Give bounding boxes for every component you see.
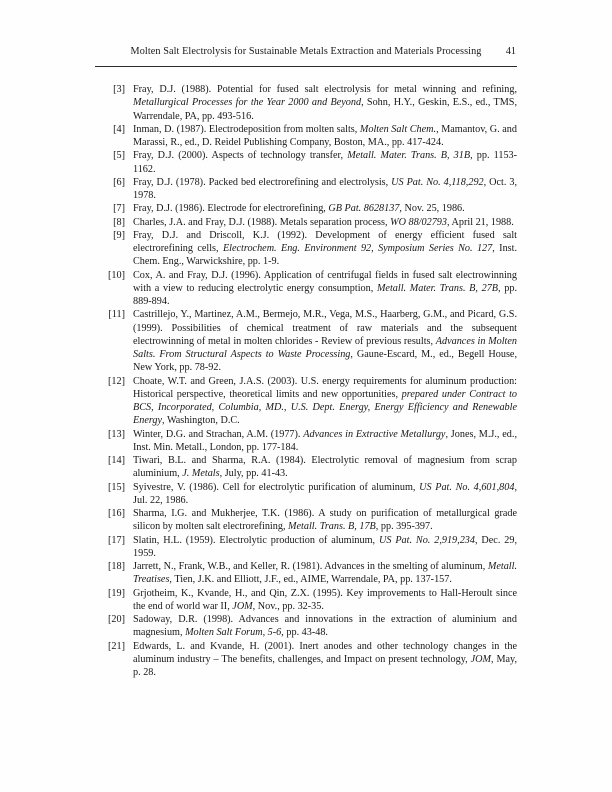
reference-segment: , Washington, D.C.	[162, 415, 240, 427]
reference-segment: , Tien, J.K. and Elliott, J.F., ed., AIME, Warrendale, PA, pp. 137-157.	[169, 574, 452, 586]
reference-segment-italic: Advances in Molten Salts. From Structural Aspects to Waste Processing	[133, 335, 517, 360]
reference-text	[133, 124, 517, 148]
reference-segment-italic: US Pat. No. 2,919,234	[378, 534, 475, 546]
reference-number: [16]	[108, 508, 125, 519]
reference-segment: Fray, D.J. (1986). Electrode for electrorefining,	[133, 203, 329, 215]
reference-segment-italic: Metallurgical Processes for the Year 2000 and Beyond	[133, 97, 362, 109]
reference-item	[95, 202, 517, 215]
reference-text	[133, 588, 517, 612]
reference-segment: Jarrett, N., Frank, W.B., and Keller, R. (1981). Advances in the smelting of aluminum,	[133, 561, 488, 572]
reference-text	[133, 203, 465, 214]
reference-segment-italic: WO 88/02793	[390, 216, 447, 228]
reference-text	[133, 217, 514, 228]
reference-item	[95, 149, 517, 176]
page-number: 41	[505, 46, 516, 57]
reference-segment-italic: JOM	[470, 653, 491, 665]
reference-segment-italic: Molten Salt Chem.	[359, 123, 437, 135]
reference-segment: Cox, A. and Fray, D.J. (1996). Application of centrifugal fields in fused salt electrowinning with a view to reducing electrolytic energy consumption,	[133, 269, 517, 294]
reference-text	[133, 429, 517, 453]
reference-segment: , pp. 395-397.	[375, 521, 433, 533]
reference-number: [21]	[108, 640, 125, 652]
reference-segment: Fray, D.J. (1988). Potential for fused salt electrolysis for metal winning and refining,	[133, 84, 517, 95]
reference-number: [15]	[108, 481, 125, 493]
reference-item	[95, 534, 517, 561]
reference-segment: , Dec. 29, 1959.	[133, 534, 517, 559]
reference-item	[95, 269, 517, 309]
reference-segment-italic: Metall. Mater. Trans. B, 31B	[347, 150, 471, 162]
reference-segment: , Nov. 25, 1986.	[399, 203, 465, 215]
reference-segment-italic: Metall. Mater. Trans. B, 27B	[376, 282, 499, 294]
reference-number: [10]	[108, 269, 125, 281]
reference-segment: Castrillejo, Y., Martinez, A.M., Bermejo, M.R., Vega, M.S., Haarberg, G.M., and Picard, G.S. (1999). Possibilities of chemical treatment of raw materials and the subsequent electrowinning of metal in molten chlorides - Review of previous results,	[133, 309, 517, 347]
reference-segment-italic: J. Metals	[182, 468, 220, 480]
reference-item	[95, 229, 517, 269]
reference-segment: , pp. 1153-1162.	[133, 150, 518, 175]
reference-number: [13]	[108, 428, 125, 440]
reference-item	[95, 587, 517, 614]
reference-segment: Tiwari, B.L. and Sharma, R.A. (1984). Electrolytic removal of magnesium from scrap aluminium,	[133, 455, 517, 480]
reference-text	[133, 150, 517, 174]
reference-number: [20]	[108, 614, 125, 625]
reference-item	[95, 454, 517, 481]
reference-text	[133, 614, 517, 638]
reference-segment: , Jul. 22, 1986.	[133, 481, 517, 506]
reference-segment: , Sohn, H.Y., Geskin, E.S., ed., TMS, Warrendale, PA, pp. 493-516.	[133, 97, 517, 122]
reference-segment: Edwards, L. and Kvande, H. (2001). Inert anodes and other technology changes in the aluminum industry – The benefits, challenges, and Impact on present technology,	[133, 640, 517, 665]
reference-number: [5]	[113, 150, 125, 162]
reference-number: [7]	[113, 203, 125, 215]
reference-segment-italic: Molten Salt Forum, 5-6	[185, 627, 282, 639]
reference-item	[95, 308, 517, 374]
running-head	[95, 46, 517, 67]
reference-segment: Fray, D.J. (2000). Aspects of technology transfer,	[133, 150, 348, 162]
reference-text	[133, 230, 517, 268]
reference-text	[133, 270, 517, 308]
reference-segment-italic: GB Pat. 8628137	[328, 203, 400, 215]
reference-segment: , Nov., pp. 32-35.	[252, 600, 324, 612]
reference-segment-italic: JOM	[232, 600, 253, 612]
reference-text	[133, 84, 517, 122]
reference-segment-italic: Metall. Trans. B, 17B	[288, 521, 376, 533]
reference-number: [17]	[108, 534, 125, 546]
reference-segment: , April 21, 1988.	[446, 216, 514, 228]
reference-number: [6]	[113, 176, 125, 188]
reference-segment: , Jones, M.J., ed., Inst. Min. Metall., London, pp. 177-184.	[133, 428, 517, 453]
reference-segment: Sadoway, D.R. (1998). Advances and innovations in the extraction of aluminium and magnesium,	[133, 614, 517, 639]
reference-item	[95, 375, 517, 428]
reference-item	[95, 560, 517, 587]
reference-segment: Charles, J.A. and Fray, D.J. (1988). Metals separation process,	[133, 216, 391, 228]
reference-segment: Fray, D.J. and Driscoll, K.J. (1992). Development of energy efficient fused salt electrorefining cells,	[133, 229, 517, 254]
reference-text	[133, 376, 517, 427]
reference-text	[133, 561, 517, 585]
reference-text	[133, 535, 517, 559]
reference-text	[133, 508, 517, 532]
reference-list	[95, 83, 517, 679]
reference-number: [19]	[108, 587, 125, 599]
reference-number: [8]	[113, 216, 125, 228]
reference-item	[95, 481, 517, 508]
reference-number: [11]	[108, 309, 125, 321]
reference-segment-italic: Metall. Treatises	[133, 561, 517, 586]
reference-segment: Winter, D.G. and Strachan, A.M. (1977).	[133, 428, 304, 440]
reference-segment: , Gaune-Escard, M., ed., Begell House, New York, pp. 78-92.	[133, 349, 517, 374]
reference-segment: Sharma, I.G. and Mukherjee, T.K. (1986). A study on purification of metallurgical grade silicon by molten salt electrorefining,	[133, 508, 517, 533]
reference-segment: , Mamantov, G. and Marassi, R., ed., D. Reidel Publishing Company, Boston, MA., pp. 417-424.	[133, 123, 517, 148]
reference-item	[95, 123, 517, 150]
reference-text	[133, 455, 517, 479]
reference-number: [9]	[113, 229, 125, 241]
reference-item	[95, 640, 517, 680]
reference-segment: Syivestre, V. (1986). Cell for electrolytic purification of aluminum,	[133, 481, 420, 493]
reference-segment: Inman, D. (1987). Electrodeposition from molten salts,	[133, 123, 360, 135]
reference-segment: , Oct. 3, 1978.	[133, 176, 518, 201]
reference-segment: , July, pp. 41-43.	[219, 468, 288, 480]
reference-item	[95, 216, 517, 229]
reference-text	[133, 177, 517, 201]
reference-segment: Choate, W.T. and Green, J.A.S. (2003). U.S. energy requirements for aluminum production: Historical perspective, theoretical limits and new opportunities,	[133, 375, 517, 400]
reference-text	[133, 309, 517, 373]
reference-item	[95, 507, 517, 534]
reference-number: [4]	[113, 123, 125, 135]
reference-text	[133, 641, 517, 679]
reference-item	[95, 83, 517, 123]
reference-segment: , pp. 889-894.	[133, 282, 518, 307]
reference-item	[95, 613, 517, 640]
reference-segment-italic: prepared under Contract to BCS, Incorporated, Columbia, MD., U.S. Dept. Energy, Energy Efficiency and Renewable Energy	[133, 388, 518, 427]
reference-segment: Fray, D.J. (1978). Packed bed electrorefining and electrolysis,	[133, 176, 392, 188]
running-head-title: Molten Salt Electrolysis for Sustainable Metals Extraction and Materials Processing	[130, 46, 482, 57]
reference-segment: Slatin, H.L. (1959). Electrolytic production of aluminum,	[133, 534, 379, 546]
reference-segment: Grjotheim, K., Kvande, H., and Qin, Z.X. (1995). Key improvements to Hall-Heroult since the end of world war II,	[133, 587, 517, 612]
reference-segment-italic: US Pat. No. 4,601,804	[419, 481, 515, 493]
reference-segment: , May, p. 28.	[133, 653, 518, 678]
reference-number: [18]	[108, 561, 125, 572]
reference-segment: , Inst. Chem. Eng., Warwickshire, pp. 1-9.	[133, 243, 518, 268]
reference-item	[95, 428, 517, 455]
reference-segment-italic: Electrochem. Eng. Environment 92, Symposium Series No. 127	[222, 243, 493, 254]
reference-item	[95, 176, 517, 203]
reference-segment: , pp. 43-48.	[281, 627, 328, 639]
reference-text	[133, 482, 517, 506]
reference-number: [3]	[113, 84, 125, 95]
reference-segment-italic: Advances in Extractive Metallurgy	[303, 428, 446, 440]
reference-segment-italic: US Pat. No. 4,118,292	[391, 176, 484, 188]
reference-number: [12]	[108, 375, 125, 387]
reference-number: [14]	[108, 455, 125, 466]
